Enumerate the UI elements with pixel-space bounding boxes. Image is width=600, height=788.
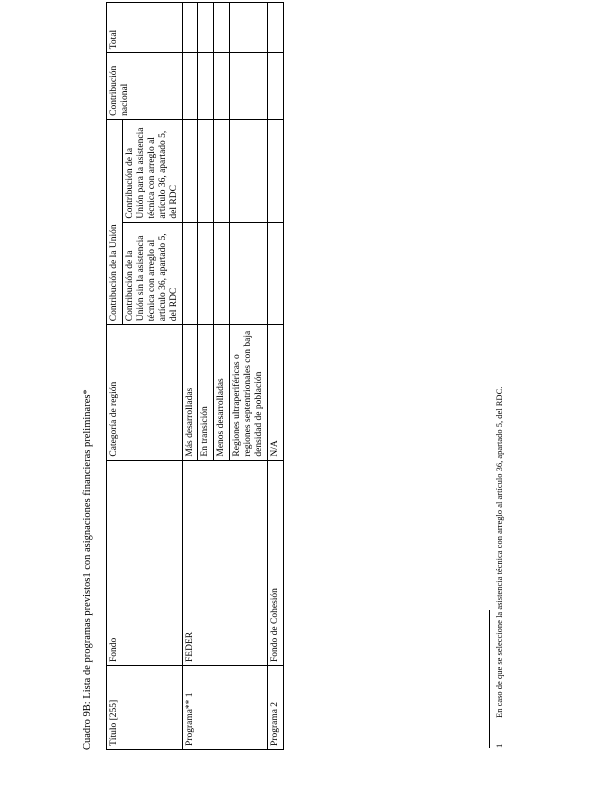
empty-cell xyxy=(182,3,198,53)
categoria-cell: Menos desarrolladas xyxy=(214,325,230,460)
header-contribucion-nacional: Contribución nacional xyxy=(107,53,183,120)
header-categoria: Categoría de región xyxy=(107,325,183,460)
footnote-separator xyxy=(489,610,490,748)
empty-cell xyxy=(268,222,284,325)
empty-cell xyxy=(268,3,284,53)
footnote-text: En caso de que se seleccione la asistencia técnica con arreglo al artículo 36, apartado 5, del RDC. xyxy=(494,386,504,718)
header-total: Total xyxy=(107,3,183,53)
header-contribucion-para-at: Contribución de la Unión para la asistencia técnica con arreglo al artículo 36, apartado 5, del RDC xyxy=(122,119,182,222)
empty-cell xyxy=(230,53,268,120)
empty-cell xyxy=(182,53,198,120)
categoria-cell: En transición xyxy=(198,325,214,460)
empty-cell xyxy=(198,3,214,53)
empty-cell xyxy=(230,3,268,53)
header-contribucion-union: Contribución de la Unión xyxy=(107,119,123,324)
empty-cell xyxy=(198,222,214,325)
header-row-1 xyxy=(107,3,123,750)
categoria-cell: Regiones ultraperiféricas o regiones septentrionales con baja densidad de población xyxy=(230,325,268,460)
programa-1-fondo: FEDER xyxy=(182,460,268,665)
empty-cell xyxy=(198,119,214,222)
programa-2-title: Programa 2 xyxy=(268,665,284,749)
empty-cell xyxy=(268,53,284,120)
footnote-number: 1 xyxy=(494,743,504,748)
programa-2-fondo: Fondo de Cohesión xyxy=(268,460,284,665)
table-row xyxy=(268,3,284,750)
empty-cell xyxy=(214,53,230,120)
programa-1-title: Programa** 1 xyxy=(182,665,268,749)
empty-cell xyxy=(198,53,214,120)
empty-cell xyxy=(230,222,268,325)
empty-cell xyxy=(182,222,198,325)
empty-cell xyxy=(230,119,268,222)
header-fondo: Fondo xyxy=(107,460,183,665)
header-titulo: Título [255] xyxy=(107,665,183,749)
empty-cell xyxy=(182,119,198,222)
table-row xyxy=(182,3,198,750)
footnote xyxy=(494,387,504,748)
empty-cell xyxy=(214,119,230,222)
empty-cell xyxy=(214,3,230,53)
programs-table xyxy=(106,2,284,750)
table-caption: Cuadro 9B: Lista de programas previstos1 con asignaciones financieras preliminares* xyxy=(82,389,93,750)
categoria-cell: Más desarrolladas xyxy=(182,325,198,460)
header-contribucion-sin-at: Contribución de la Unión sin la asistencia técnica con arreglo al artículo 36, apartado 5, del RDC xyxy=(122,222,182,325)
categoria-cell: N/A xyxy=(268,325,284,460)
empty-cell xyxy=(268,119,284,222)
empty-cell xyxy=(214,222,230,325)
